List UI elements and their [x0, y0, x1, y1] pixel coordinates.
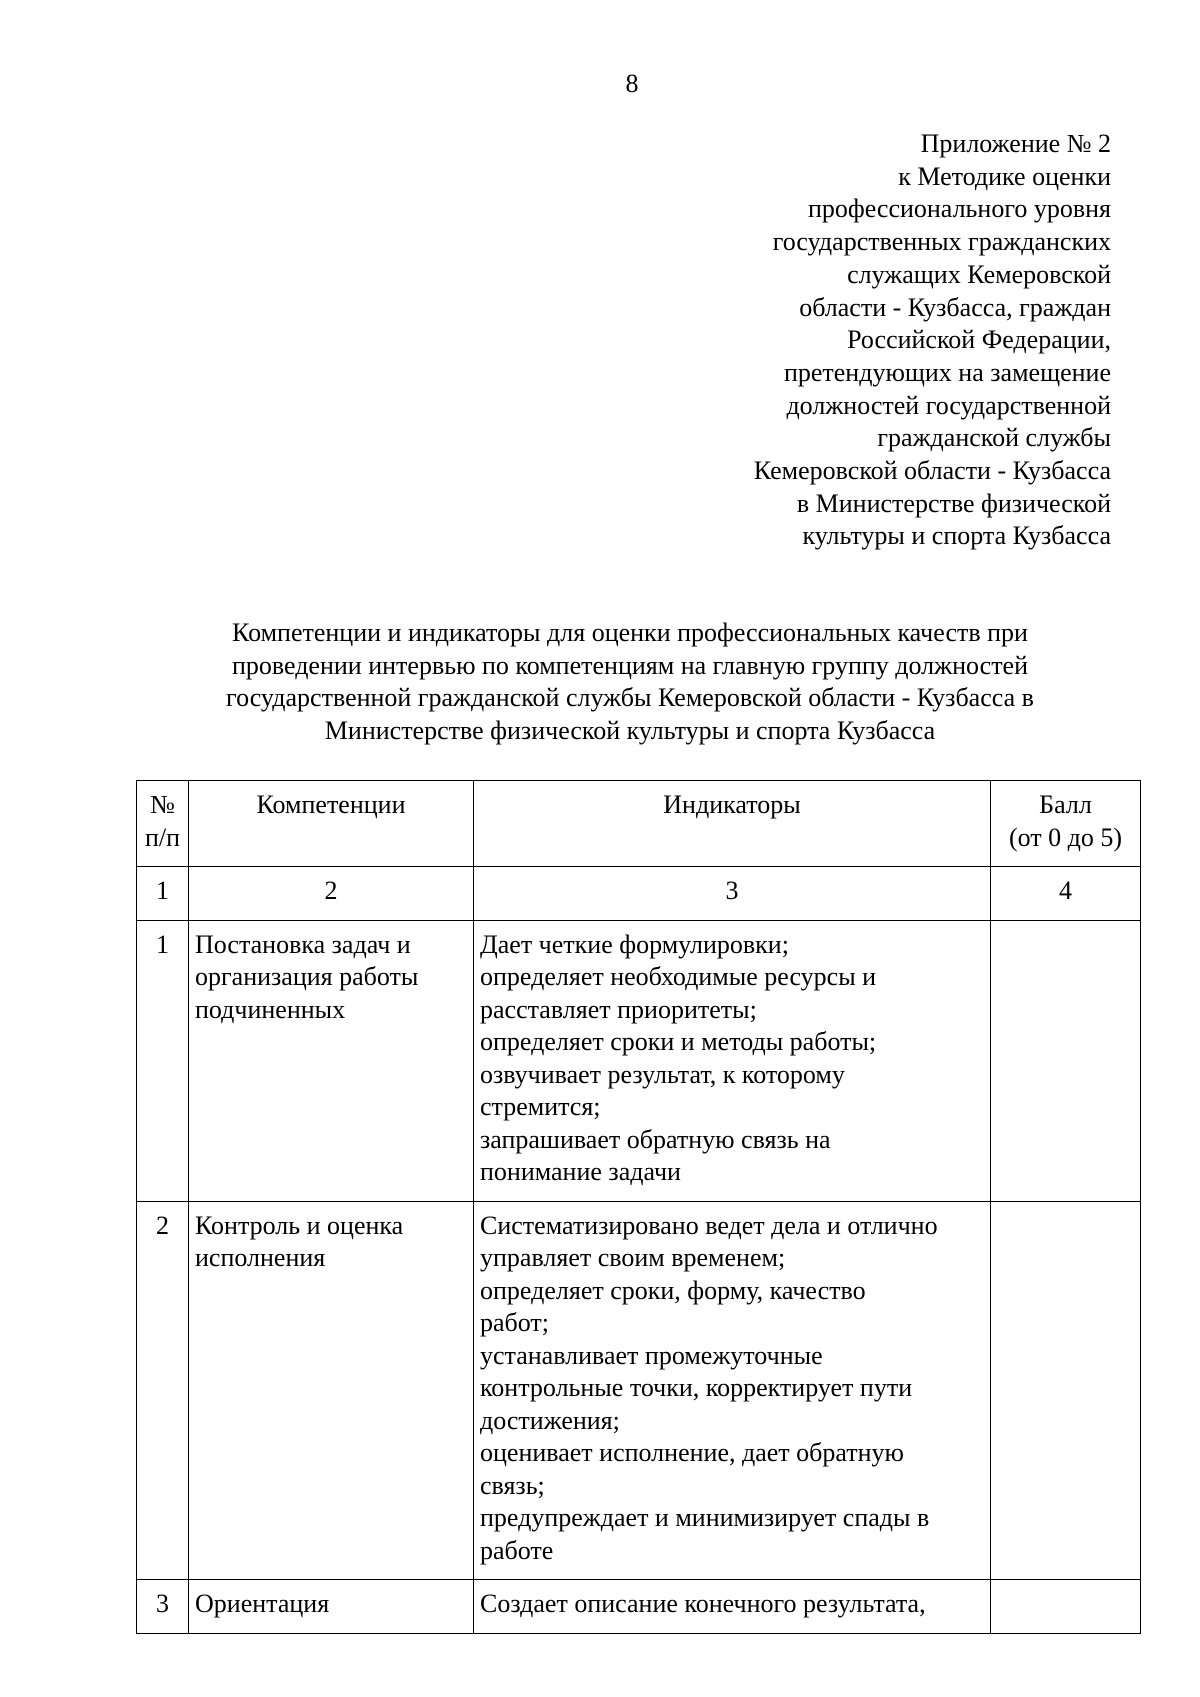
indicator-line: Систематизировано ведет дела и отлично [480, 1210, 938, 1240]
appendix-line: претендующих на замещение [783, 357, 1111, 387]
table-row [137, 920, 1141, 1201]
column-number: 1 [137, 867, 189, 921]
row-number: 2 [137, 1201, 189, 1580]
competence-line: подчиненных [195, 994, 346, 1024]
indicator-line: Дает четкие формулировки; [480, 929, 789, 959]
appendix-line: Кемеровской области - Кузбасса [753, 456, 1111, 486]
indicator-line: определяет сроки и методы работы; [480, 1027, 877, 1056]
indicator-line: контрольные точки, корректирует пути [480, 1373, 913, 1402]
competence-line: организация работы [195, 962, 419, 991]
page-number: 8 [625, 69, 639, 98]
appendix-line: профессионального уровня [807, 194, 1111, 224]
appendix-line: служащих Кемеровской [847, 259, 1111, 289]
header-competence: Компетенции [189, 781, 474, 867]
indicator-line: работ; [480, 1308, 550, 1337]
header-num [137, 781, 189, 867]
header-indicators: Индикаторы [474, 781, 991, 867]
table-row [137, 1201, 1141, 1580]
indicators-cell [474, 920, 991, 1201]
indicator-line: достижения; [480, 1405, 620, 1435]
row-number: 3 [137, 1580, 189, 1634]
indicator-line: понимание задачи [480, 1157, 681, 1186]
appendix-line: к Методике оценки [898, 161, 1111, 191]
column-number: 3 [474, 867, 991, 921]
competence-line: Постановка задач и [195, 929, 411, 959]
title-line: проведении интервью по компетенциям на главную группу должностей [231, 650, 1029, 680]
header-num-line: п/п [144, 822, 181, 852]
competence-table [136, 780, 1141, 1634]
indicator-line: расставляет приоритеты; [480, 994, 757, 1024]
column-number-row [137, 867, 1141, 921]
row-number: 1 [137, 920, 189, 1201]
appendix-line: в Министерстве физической [796, 488, 1111, 518]
title-line: Компетенции и индикаторы для оценки профессиональных качеств при [232, 618, 1028, 647]
header-num-line: № [150, 790, 175, 819]
indicator-line: стремится; [480, 1092, 601, 1121]
title-line: Министерстве физической культуры и спорта Кузбасса [324, 715, 936, 745]
appendix-line: культуры и спорта Кузбасса [802, 521, 1111, 551]
score-cell [991, 920, 1141, 1201]
indicators-cell [474, 1201, 991, 1580]
indicator-line: управляет своим временем; [480, 1243, 786, 1272]
appendix-note [591, 128, 1111, 553]
competence-line: исполнения [195, 1243, 326, 1272]
competence-line: Контроль и оценка [195, 1210, 404, 1240]
indicator-line: Создает описание конечного результата, [480, 1589, 926, 1618]
indicators-cell [474, 1580, 991, 1634]
column-number: 4 [991, 867, 1141, 921]
indicator-line: определяет сроки, форму, качество [480, 1275, 866, 1305]
indicator-line: связь; [480, 1470, 545, 1500]
competence-cell [189, 920, 474, 1201]
indicator-line: оценивает исполнение, дает обратную [480, 1438, 904, 1467]
appendix-line: должностей государственной [786, 390, 1111, 420]
header-score-line: Балл [1039, 790, 1092, 819]
column-number: 2 [189, 867, 474, 921]
indicator-line: озвучивает результат, к которому [480, 1059, 845, 1089]
appendix-line: Российской Федерации, [847, 325, 1111, 355]
table-header-row [137, 781, 1141, 867]
indicator-line: запрашивает обратную связь на [480, 1124, 831, 1154]
score-cell [991, 1201, 1141, 1580]
table-row [137, 1580, 1141, 1634]
competence-line: Ориентация [195, 1589, 330, 1618]
indicator-line: работе [480, 1535, 554, 1565]
competence-cell [189, 1201, 474, 1580]
header-score [991, 781, 1141, 867]
header-score-line: (от 0 до 5) [1008, 822, 1123, 852]
appendix-line: области - Кузбасса, граждан [799, 292, 1111, 322]
indicator-line: устанавливает промежуточные [480, 1340, 823, 1370]
document-title [130, 617, 1130, 747]
appendix-line: Приложение № 2 [920, 129, 1111, 158]
title-line: государственной гражданской службы Кемеровской области - Кузбасса в [226, 683, 1034, 712]
competence-cell [189, 1580, 474, 1634]
indicator-line: предупреждает и минимизирует спады в [480, 1503, 930, 1532]
indicator-line: определяет необходимые ресурсы и [480, 962, 877, 991]
score-cell [991, 1580, 1141, 1634]
appendix-line: государственных гражданских [772, 227, 1111, 257]
appendix-line: гражданской службы [877, 423, 1111, 453]
